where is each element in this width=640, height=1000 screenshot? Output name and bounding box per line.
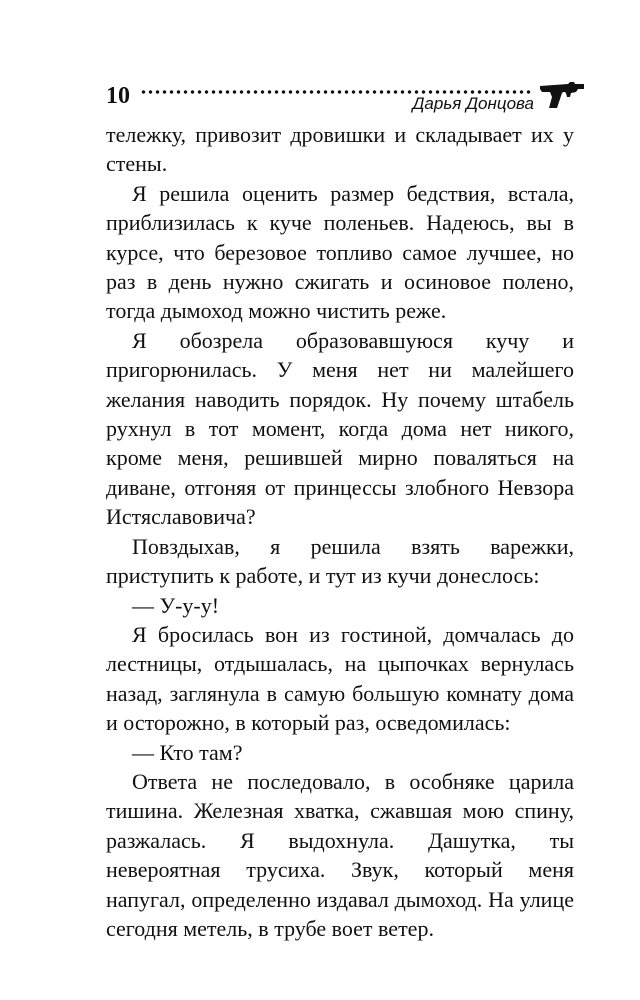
paragraph: Повздыхав, я решила взять варежки, приступить к работе, и тут из кучи донеслось:	[106, 533, 574, 589]
paragraph: Я обозрела образовавшуюся кучу и пригорюнилась. У меня нет ни малейшего желания наводить порядок. Ну почему штабель рухнул в тот момент, когда дома нет никого, кроме меня, решившей мирно поваляться на диване, отгоняя от принцессы злобного Невзора Истяславовича?	[106, 327, 574, 530]
running-header	[106, 76, 586, 116]
paragraph: Я бросилась вон из гостиной, домчалась до лестницы, отдышалась, на цыпочках вернулась назад, заглянула в самую большую комнату дома и осторожно, в который раз, осведомилась:	[106, 621, 574, 736]
paragraph: Ответа не последовало, в особняке царила тишина. Железная хватка, сжавшая мою спину, разжалась. Я выдохнула. Дашутка, ты невероятная трусиха. Звук, который меня напугал, определенно издавал дымоход. На улице сегодня метель, в трубе воет ветер.	[106, 768, 574, 941]
author-name: Дарья Донцова	[412, 94, 534, 113]
dialogue-line: — У-у-у!	[132, 592, 220, 618]
page-number: 10	[106, 83, 130, 109]
revolver-icon	[538, 80, 586, 110]
body-text	[106, 120, 574, 943]
paragraph: Я решила оценить размер бедствия, встала, приблизилась к куче поленьев. Надеюсь, вы в курсе, что березовое топливо самое лучшее, но раз в день нужно сжигать и осиновое полено, тогда дымоход можно чистить реже.	[106, 180, 574, 324]
dialogue-line: — Кто там?	[132, 739, 243, 765]
paragraph: тележку, привозит дровишки и складывает их у стены.	[106, 122, 574, 177]
